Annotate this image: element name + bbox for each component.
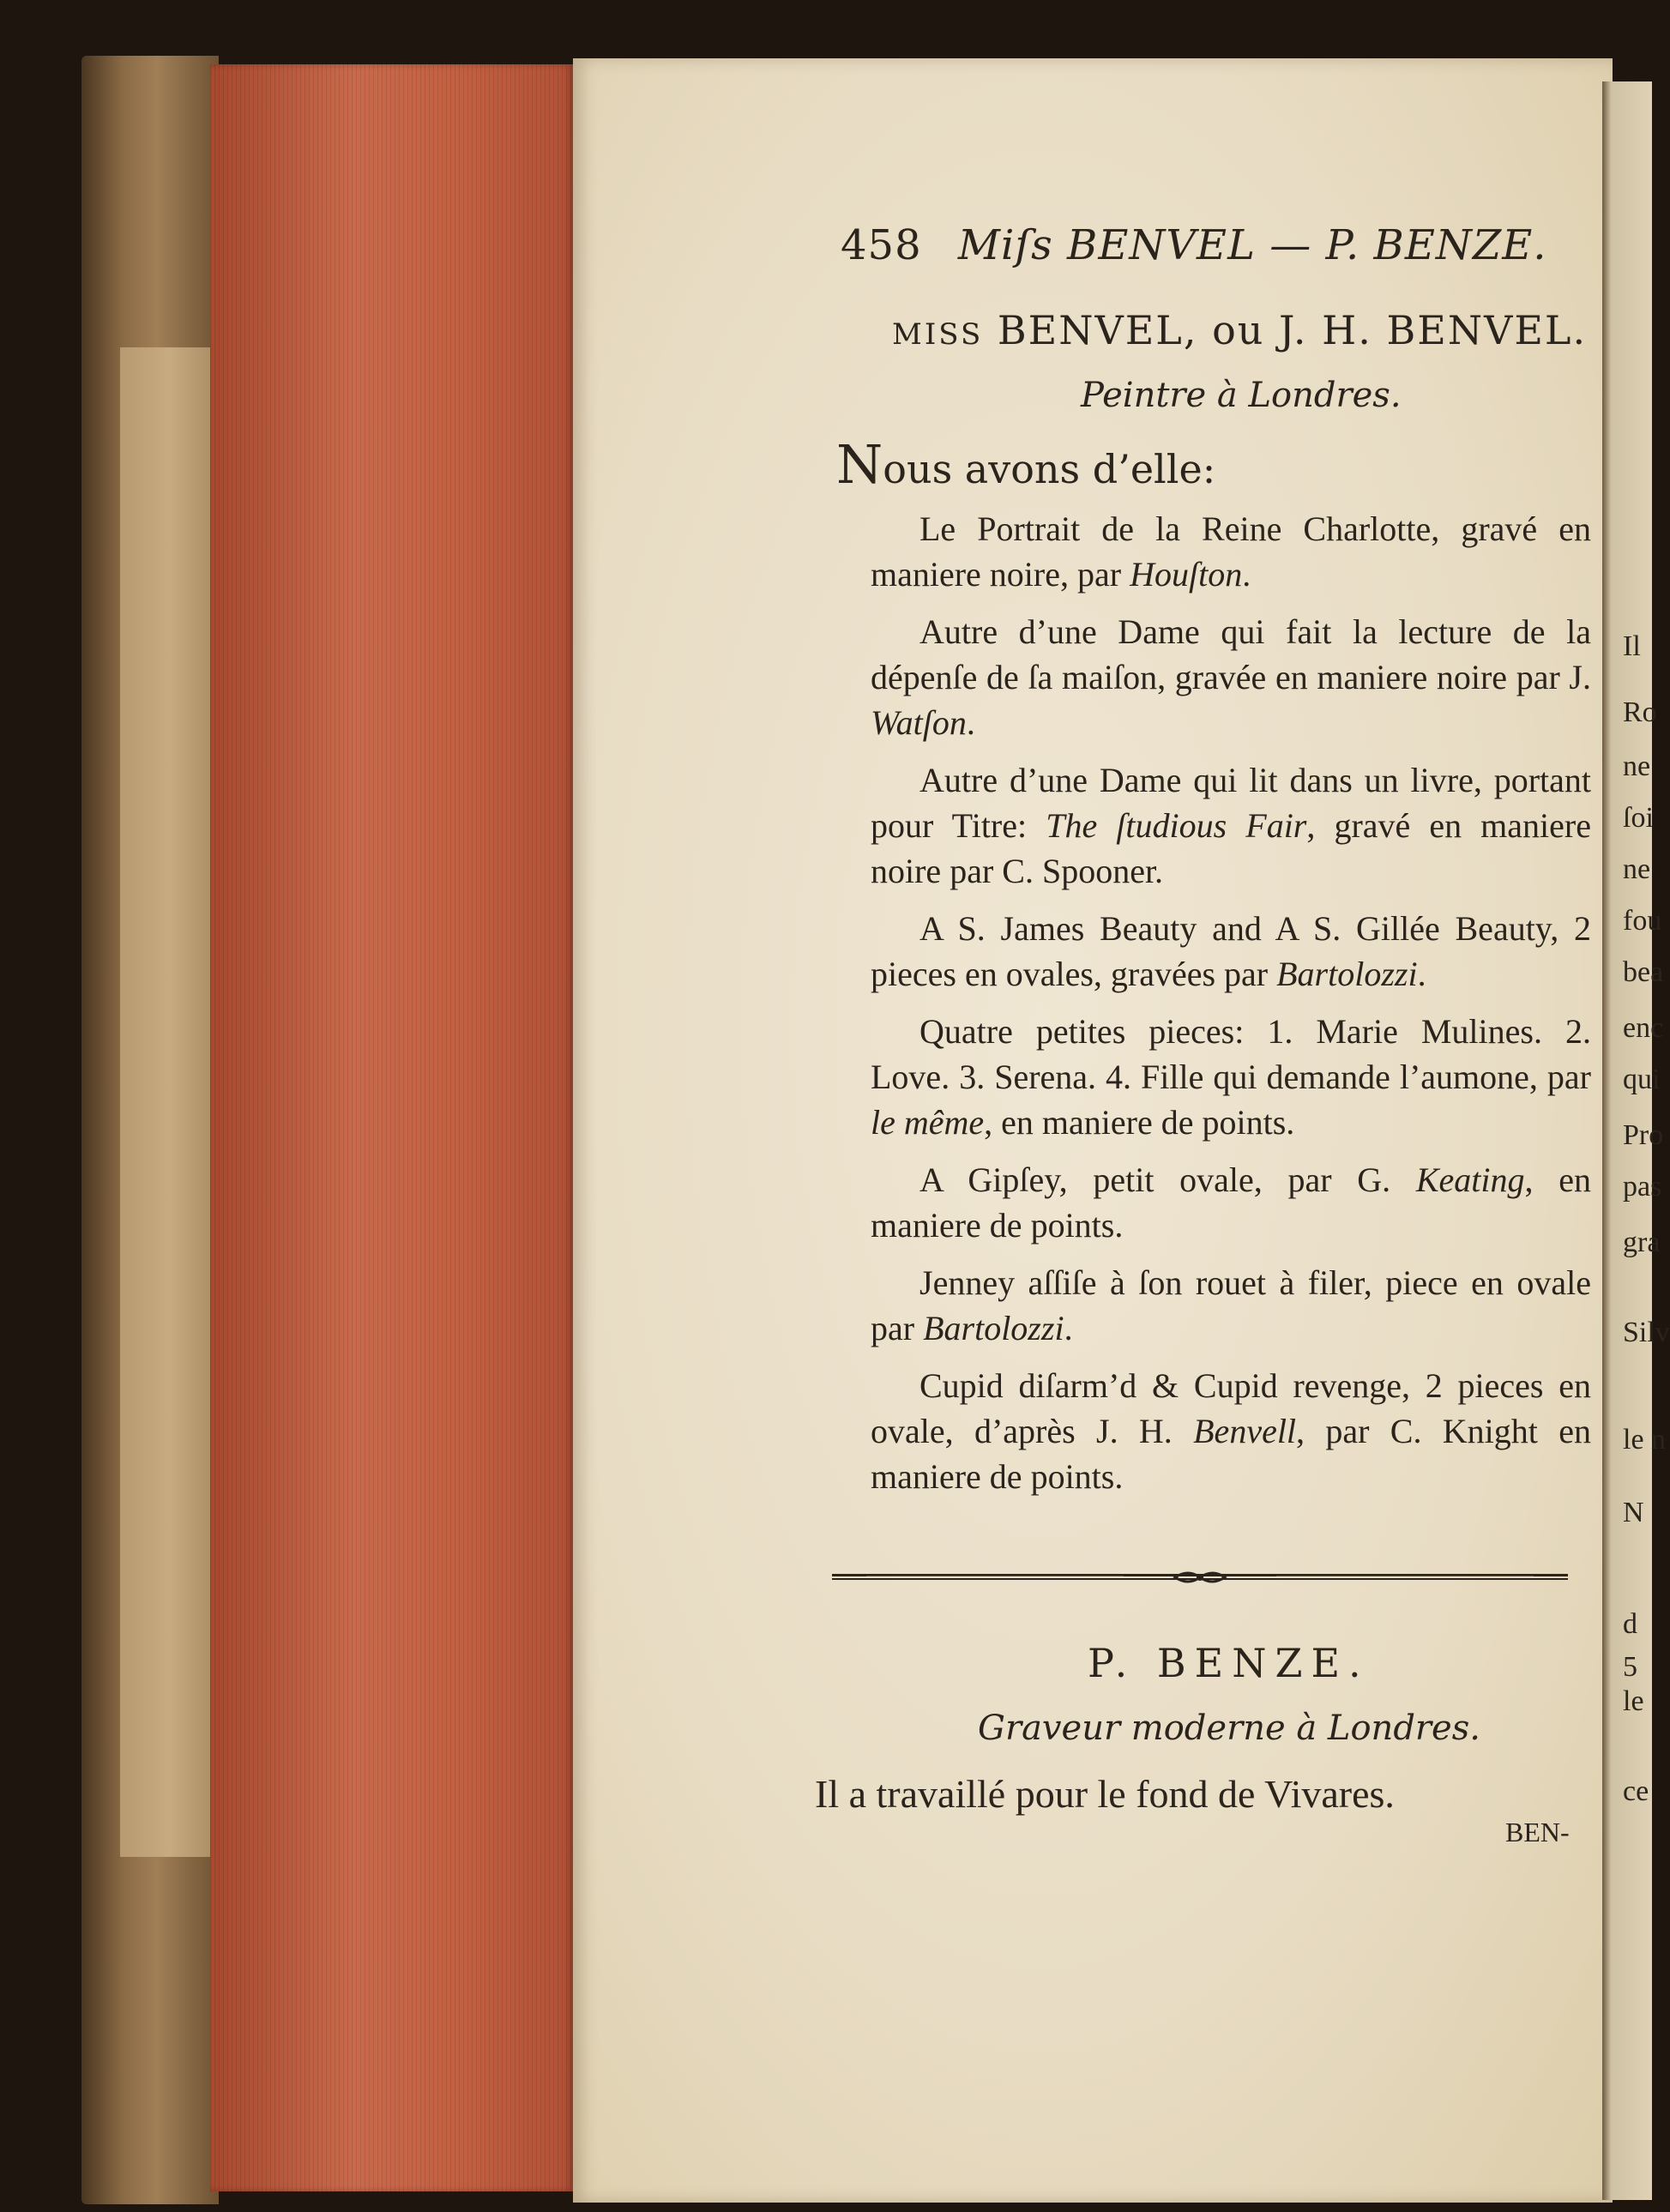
next-page-fragment: N [1623,1497,1644,1528]
paragraph-text: Le Portrait de la Reine Charlotte, gravé en maniere noire, par [871,509,1591,594]
entry-paragraph [871,757,1591,894]
binding-label-band [120,347,219,1857]
next-page-fragment: fou [1623,905,1662,937]
entry-body-paragraphs [871,506,1591,1511]
entry-paragraph [871,1157,1591,1248]
paragraph-italic: le même [871,1103,985,1142]
paragraph-text-end: . [1417,955,1426,993]
entry-subtitle-benvel: Peintre à Londres. [1081,376,1402,415]
next-page-fragment: 5 [1623,1651,1637,1683]
paragraph-text-end: . [1064,1309,1073,1347]
entry-title-benze: P. BENZE. [1088,1640,1370,1686]
entry-paragraph [871,1009,1591,1145]
next-page-fragment: qui [1623,1064,1661,1095]
paragraph-text: Autre d’une Dame qui fait la lecture de la dépenſe de ſa maiſon, gravée en maniere noire par J. [871,612,1591,696]
paragraph-italic: Houſton [1130,555,1243,594]
running-title: Miſs BENVEL — P. BENZE. [957,221,1547,269]
paragraph-italic: Watſon [871,703,967,742]
paragraph-text-end: , en maniere de points. [984,1103,1295,1142]
paragraph-text: A S. James Beauty and A S. Gillée Beauty, 2 pieces en ovales, gravées par [871,909,1591,993]
catchword: BEN- [1505,1817,1570,1847]
next-page-fragment: ce [1623,1775,1649,1807]
next-page-fragment: ne [1623,853,1651,885]
entry-paragraph [871,1363,1591,1499]
next-page-fragment: gra [1623,1227,1661,1258]
paragraph-text: Cupid diſarm’d & Cupid revenge, 2 pieces en ovale, d’après J. H. [871,1366,1591,1450]
ornamental-rule [832,1568,1568,1587]
next-page-fragment: bea [1623,956,1664,988]
paragraph-text-end: , en maniere de points. [871,1160,1591,1245]
next-page-fragment: enc [1623,1012,1664,1044]
red-page-edges [210,64,575,2191]
running-head [841,221,1547,269]
entry-body-benze: Il a travaillé pour le fond de Vivares. [815,1772,1395,1816]
paragraph-text: Quatre petites pieces: 1. Marie Mulines. 2. Love. 3. Serena. 4. Fille qui demande l’aumone, par [871,1012,1591,1096]
next-page-fragment: Il [1623,630,1641,662]
paragraph-text: Autre d’une Dame qui lit dans un livre, portant pour Titre: [871,761,1591,845]
paragraph-text: Jenney aſſiſe à ſon rouet à filer, piece en ovale par [871,1263,1591,1347]
next-page-fragment: ne [1623,750,1651,782]
entry-subtitle-benze: Graveur moderne à Londres. [978,1709,1480,1748]
entry-paragraph [871,609,1591,745]
entry-title-benvel [892,307,1587,353]
paragraph-italic: Bartolozzi [1276,955,1418,993]
next-page-fragment: Pro [1623,1119,1664,1151]
next-page-fragment: ſoi [1623,802,1654,834]
entry-paragraph [871,506,1591,597]
drop-cap: N [836,433,883,496]
paragraph-italic: Benvell [1193,1412,1297,1450]
next-page-fragment: d [1623,1608,1637,1640]
paragraph-italic: Keating [1415,1160,1525,1199]
entry-paragraph [871,1260,1591,1351]
paragraph-text-end: , par C. Knight en maniere de points. [871,1412,1591,1496]
paragraph-italic: Bartolozzi [923,1309,1064,1347]
paragraph-text-end: . [966,703,975,742]
lead-rest: ous avons d’elle: [883,446,1216,492]
next-page-fragment: le n [1623,1424,1667,1456]
title-rest: BENVEL, ou J. H. BENVEL. [997,307,1588,353]
next-page-fragment: Ro [1623,696,1657,728]
paragraph-text-end: , gravé en maniere noire par C. Spooner. [871,806,1591,890]
next-page-fragment: le [1623,1685,1644,1717]
entry-paragraph [871,906,1591,997]
next-page-fragment: pas [1623,1171,1662,1202]
paragraph-text: A Gipſey, petit ovale, par G. [919,1160,1416,1199]
title-prefix: MISS [892,317,984,352]
paragraph-italic: The ſtudious Fair [1046,806,1307,845]
next-page-fragment: Silv [1623,1317,1670,1348]
lead-line [836,433,1215,496]
page-number: 458 [841,221,922,269]
paragraph-text-end: . [1242,555,1251,594]
